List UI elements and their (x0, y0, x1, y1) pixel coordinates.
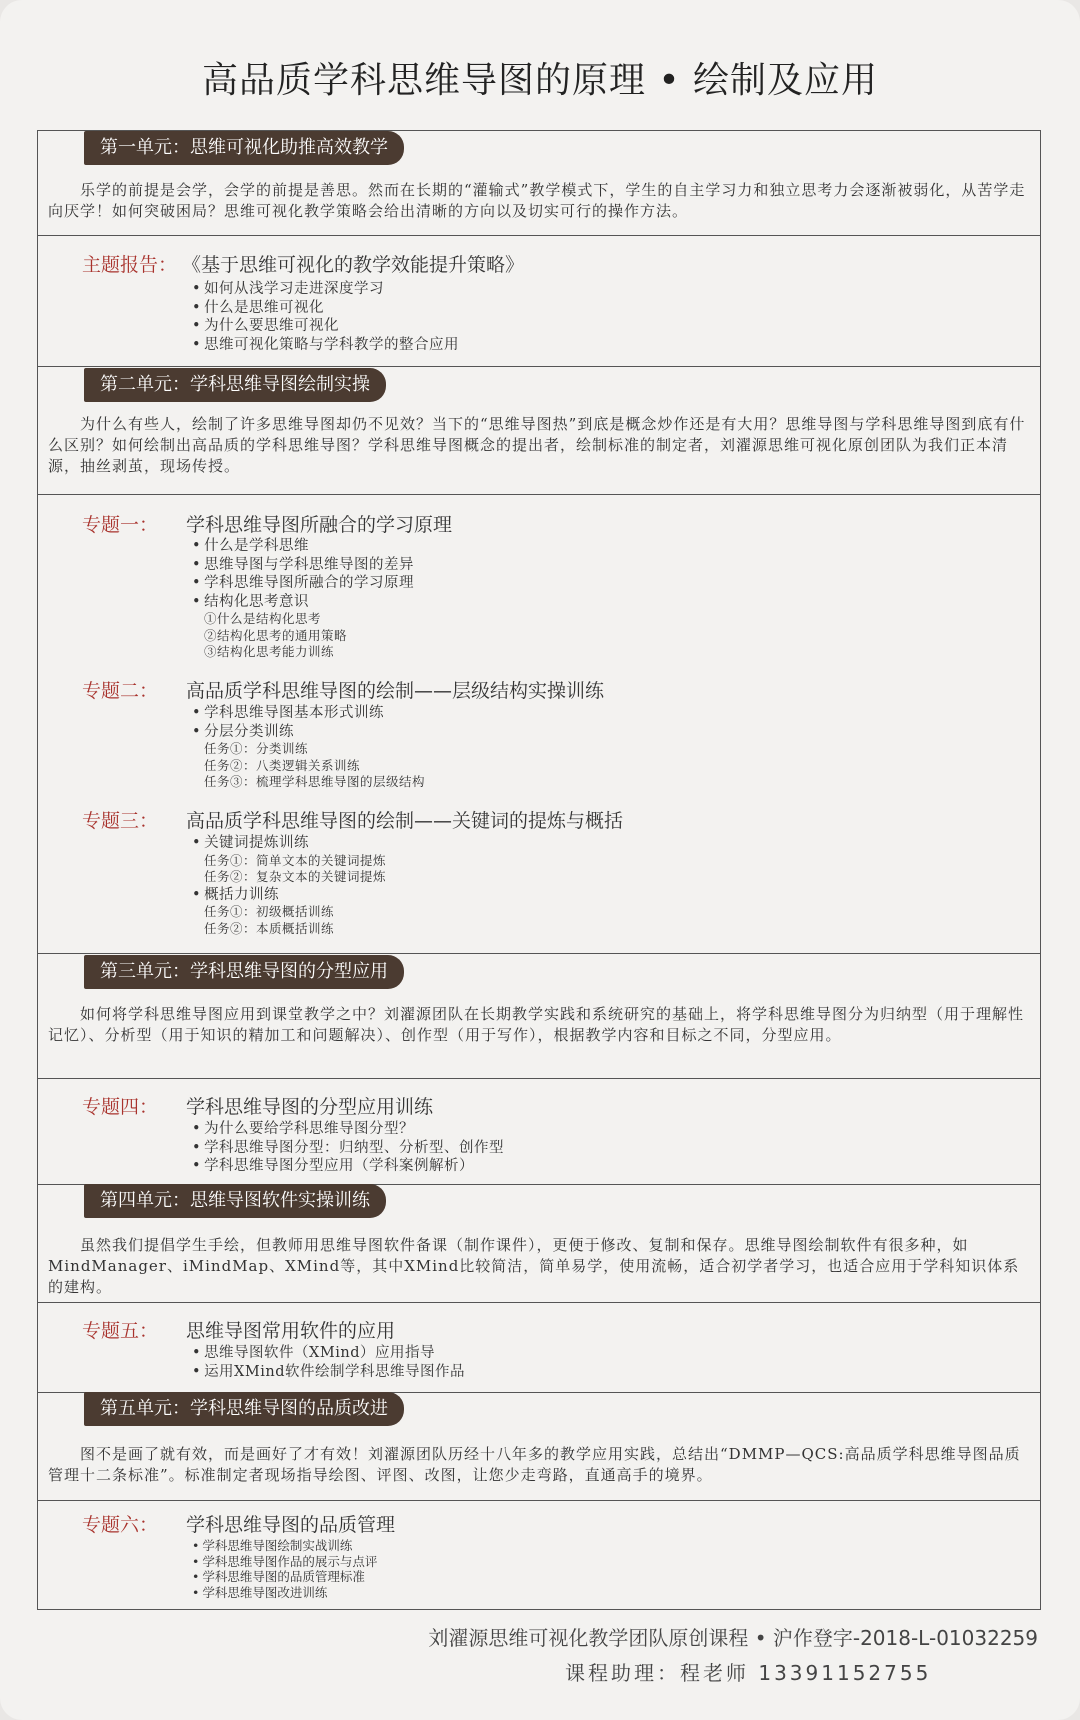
topic-4-list (192, 1120, 504, 1176)
list-item: • 思维导图与学科思维导图的差异 (192, 556, 414, 575)
sub-item: 任务②：八类逻辑关系训练 (204, 757, 361, 773)
list-item: • 学科思维导图作品的展示与点评 (192, 1554, 377, 1570)
topic-6-title: 学科思维导图的品质管理 (186, 1514, 396, 1536)
sub-item: 任务②：复杂文本的关键词提炼 (204, 869, 387, 884)
list-item: • 分层分类训练 (192, 723, 425, 742)
list-item: • 运用XMind软件绘制学科思维导图作品 (192, 1363, 465, 1382)
unit-5-description: 图不是画了就有效，而是画好了才有效！刘濯源团队历经十八年多的教学应用实践，总结出“DMMP—QCS:高品质学科思维导图品质管理十二条标准”。标准制定者现场指导绘图、评图、改图，让您少走弯路，直通高手的境界。 (48, 1445, 1021, 1484)
sub-item: 任务①：初级概括训练 (204, 904, 335, 919)
unit-4-label: 第四单元：思维导图软件实操训练 (84, 1184, 386, 1218)
topic-2-list (192, 704, 425, 791)
list-item: • 学科思维导图基本形式训练 (192, 704, 425, 723)
topic-4-title: 学科思维导图的分型应用训练 (186, 1096, 434, 1118)
report-label: 主题报告： (82, 254, 178, 276)
unit-3-description: 如何将学科思维导图应用到课堂教学之中？刘濯源团队在长期教学实践和系统研究的基础上，将学科思维导图分为归纳型（用于理解性记忆）、分析型（用于知识的精加工和问题解决）、创作型（用于写作），根据教学内容和目标之不同，分型应用。 (48, 1005, 1025, 1044)
unit-1-label: 第一单元：思维可视化助推高效教学 (84, 131, 404, 165)
list-item: • 为什么要思维可视化 (192, 317, 459, 336)
list-item: • 学科思维导图的品质管理标准 (192, 1569, 377, 1585)
list-item: • 学科思维导图改进训练 (192, 1585, 377, 1601)
list-item: • 什么是思维可视化 (192, 299, 459, 318)
unit-4-description: 虽然我们提倡学生手绘，但教师用思维导图软件备课（制作课件），更便于修改、复制和保存。思维导图绘制软件有很多种，如MindManager、iMindMap、XMind等，其中XMind比较简洁，简单易学，使用流畅，适合初学者学习，也适合应用于学科知识体系的建构。 (48, 1236, 1020, 1296)
report-title: 《基于思维可视化的教学效能提升策略》 (182, 254, 525, 276)
list-item: • 学科思维导图所融合的学习原理 (192, 574, 414, 593)
sub-item: 任务①：简单文本的关键词提炼 (204, 852, 387, 868)
unit-2-label: 第二单元：学科思维导图绘制实操 (84, 368, 386, 402)
list-item: • 关键词提炼训练 (192, 834, 386, 853)
list-item: • 概括力训练 (192, 886, 386, 905)
list-item: • 什么是学科思维 (192, 537, 414, 556)
sub-item: ①什么是结构化思考 (204, 611, 322, 626)
page-title: 高品质学科思维导图的原理 • 绘制及应用 (201, 60, 879, 101)
topic-5-label: 专题五： (82, 1320, 159, 1342)
list-item: • 为什么要给学科思维导图分型？ (192, 1120, 504, 1139)
topic-6-list (192, 1538, 377, 1600)
topic-6-label: 专题六： (82, 1514, 159, 1536)
divider (37, 953, 1041, 954)
list-item: • 学科思维导图分型：归纳型、分析型、创作型 (192, 1139, 504, 1158)
divider (37, 1078, 1041, 1079)
list-item: • 学科思维导图绘制实战训练 (192, 1538, 377, 1554)
unit-2-description: 为什么有些人，绘制了许多思维导图却仍不见效？当下的“思维导图热”到底是概念炒作还是有大用？思维导图与学科思维导图到底有什么区别？如何绘制出高品质的学科思维导图？学科思维导图概念的提出者，绘制标准的制定者，刘濯源思维可视化原创团队为我们正本清源，抽丝剥茧，现场传授。 (48, 415, 1026, 475)
divider (37, 1500, 1041, 1501)
divider (37, 366, 1041, 367)
list-item: • 结构化思考意识 (192, 593, 414, 612)
topic-1-list (192, 537, 414, 661)
copyright-line: 刘濯源思维可视化教学团队原创课程 • 沪作登字-2018-L-01032259 (428, 1626, 1038, 1650)
list-item: • 思维导图软件（XMind）应用指导 (192, 1344, 465, 1363)
topic-3-label: 专题三： (82, 810, 159, 832)
content-frame (37, 130, 1041, 1610)
topic-1-label: 专题一： (82, 514, 159, 536)
topic-2-title: 高品质学科思维导图的绘制——层级结构实操训练 (186, 680, 605, 702)
divider (37, 1302, 1041, 1303)
list-item: • 如何从浅学习走进深度学习 (192, 280, 459, 299)
topic-5-list (192, 1344, 465, 1381)
topic-3-title: 高品质学科思维导图的绘制——关键词的提炼与概括 (186, 810, 624, 832)
sub-item: ③结构化思考能力训练 (204, 644, 335, 659)
sub-item: 任务②：本质概括训练 (204, 920, 335, 936)
report-list (192, 280, 459, 354)
sub-item: 任务③：梳理学科思维导图的层级结构 (204, 774, 426, 789)
sub-item: 任务①：分类训练 (204, 741, 309, 756)
divider (37, 235, 1041, 236)
topic-1-title: 学科思维导图所融合的学习原理 (186, 514, 453, 536)
topic-2-label: 专题二： (82, 680, 159, 702)
unit-5-label: 第五单元：学科思维导图的品质改进 (84, 1392, 404, 1426)
unit-3-label: 第三单元：学科思维导图的分型应用 (84, 955, 404, 989)
topic-4-label: 专题四： (82, 1096, 159, 1118)
unit-1-description: 乐学的前提是会学，会学的前提是善思。然而在长期的“灌输式”教学模式下，学生的自主学习力和独立思考力会逐渐被弱化，从苦学走向厌学！如何突破困局？思维可视化教学策略会给出清晰的方向以及切实可行的操作方法。 (48, 181, 1026, 220)
topic-5-title: 思维导图常用软件的应用 (186, 1320, 396, 1342)
topic-3-list (192, 834, 386, 937)
contact-line: 课程助理：程老师 13391152755 (565, 1661, 932, 1685)
list-item: • 思维可视化策略与学科教学的整合应用 (192, 336, 459, 355)
sub-item: ②结构化思考的通用策略 (204, 627, 348, 643)
divider (37, 494, 1041, 495)
list-item: • 学科思维导图分型应用（学科案例解析） (192, 1157, 504, 1176)
